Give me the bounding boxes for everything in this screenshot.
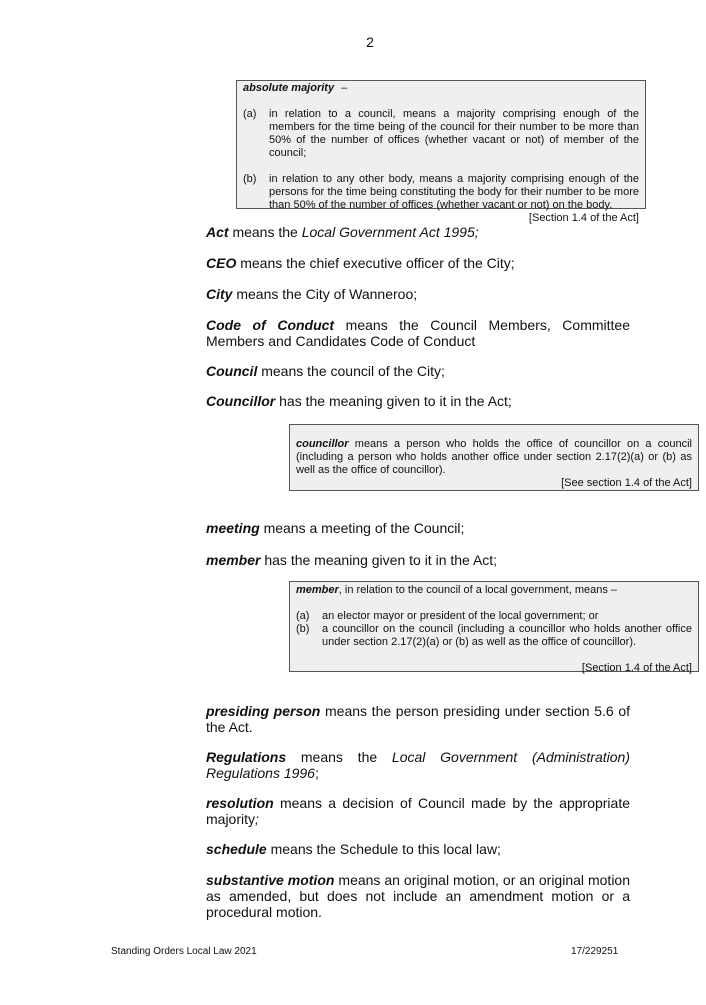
definition-text: means an original motion, or an original motion as amended, but does not include an amendment motion or a procedural motion. xyxy=(206,872,630,920)
member-box xyxy=(289,581,699,672)
definition-text: means a decision of Council made by the appropriate majority xyxy=(206,795,630,827)
item-text: a councillor on the council (including a councillor who holds another office under section 2.17(2)(a) or (b) as well as the office of councillor). xyxy=(322,623,692,648)
defined-term: member xyxy=(206,552,261,568)
absolute-majority-heading xyxy=(243,82,639,95)
definition-ceo xyxy=(206,255,630,271)
regulations-title: Local Government (Administration) Regulations 1996 xyxy=(206,749,630,781)
defined-term: Act xyxy=(206,224,229,240)
councillor-text: means a person who holds the office of councillor on a council (including a person who holds another office under section 2.17(2)(a) or (b) as well as the office of councillor). xyxy=(296,438,692,476)
councillor-box xyxy=(289,424,699,491)
defined-term: Council xyxy=(206,363,258,379)
definition-regulations xyxy=(206,749,630,781)
definition-city xyxy=(206,286,630,302)
defined-term: CEO xyxy=(206,255,237,271)
item-text: in relation to any other body, means a majority comprising enough of the persons for the time being constituting the body for their number to be more than 50% of the number of offices (whether vacant or not) on the body. xyxy=(269,173,639,211)
section-reference: [Section 1.4 of the Act] xyxy=(528,212,639,224)
definition-text: means the chief executive officer of the City; xyxy=(236,255,515,271)
page-number: 2 xyxy=(366,34,374,50)
defined-term: City xyxy=(206,286,233,302)
definition-schedule xyxy=(206,841,630,857)
definition-member xyxy=(206,552,630,568)
definition-text: means the person presiding under section 5.6 of the Act. xyxy=(206,703,630,735)
definition-text: has the meaning given to it in the Act; xyxy=(275,393,512,409)
item-label: (b) xyxy=(296,623,310,635)
defined-term: meeting xyxy=(206,520,260,536)
act-title: Local Government Act 1995; xyxy=(301,224,479,240)
member-text: , in relation to the council of a local government, means – xyxy=(338,584,618,596)
definition-meeting xyxy=(206,520,630,536)
councillor-term: councillor xyxy=(296,438,349,450)
definition-text: has the meaning given to it in the Act; xyxy=(260,552,498,568)
definition-resolution xyxy=(206,795,630,827)
definition-act xyxy=(206,224,630,240)
definition-substantive-motion xyxy=(206,872,630,920)
section-reference: [See section 1.4 of the Act] xyxy=(561,477,692,489)
definition-text: means a meeting of the Council; xyxy=(259,520,465,536)
definition-councillor xyxy=(206,393,630,409)
absolute-majority-item-a xyxy=(243,108,639,160)
definition-text: means the Schedule to this local law; xyxy=(266,841,501,857)
member-term: member xyxy=(296,584,339,596)
defined-term: Code of Conduct xyxy=(206,317,335,333)
item-label: (b) xyxy=(243,173,257,185)
defined-term: presiding person xyxy=(206,703,321,719)
member-item-a xyxy=(296,610,692,623)
item-label: (a) xyxy=(296,610,310,622)
item-label: (a) xyxy=(243,108,257,120)
member-item-b xyxy=(296,623,692,649)
footer-title: Standing Orders Local Law 2021 xyxy=(111,946,257,957)
definition-punct: ; xyxy=(255,811,259,827)
absolute-majority-box xyxy=(236,80,646,224)
section-reference: [Section 1.4 of the Act] xyxy=(581,662,692,674)
defined-term: schedule xyxy=(206,841,267,857)
footer-document-number: 17/229251 xyxy=(571,946,619,957)
definition-text: means the council of the City; xyxy=(257,363,445,379)
definition-text: means the Council Members, Committee Members and Candidates Code of Conduct xyxy=(206,317,630,349)
councillor-box-text xyxy=(296,438,692,477)
definition-text: means the City of Wanneroo; xyxy=(232,286,418,302)
definition-text: means the xyxy=(228,224,302,240)
defined-term: substantive motion xyxy=(206,872,335,888)
definition-text: means the xyxy=(286,749,392,765)
definition-council xyxy=(206,363,630,379)
definition-punct: ; xyxy=(314,765,319,781)
definition-presiding-person xyxy=(206,703,630,735)
defined-term: resolution xyxy=(206,795,274,811)
absolute-majority-dash: – xyxy=(341,82,348,94)
member-box-heading xyxy=(296,584,692,597)
item-text: an elector mayor or president of the local government; or xyxy=(322,610,599,622)
definition-code-of-conduct xyxy=(206,317,630,349)
absolute-majority-term: absolute majority xyxy=(243,82,335,94)
item-text: in relation to a council, means a majority comprising enough of the members for the time being of the council for their number to be more than 50% of the number of offices (whether vacant or not) of member of the council; xyxy=(269,108,639,159)
absolute-majority-item-b xyxy=(243,173,639,212)
defined-term: Regulations xyxy=(206,749,287,765)
defined-term: Councillor xyxy=(206,393,276,409)
